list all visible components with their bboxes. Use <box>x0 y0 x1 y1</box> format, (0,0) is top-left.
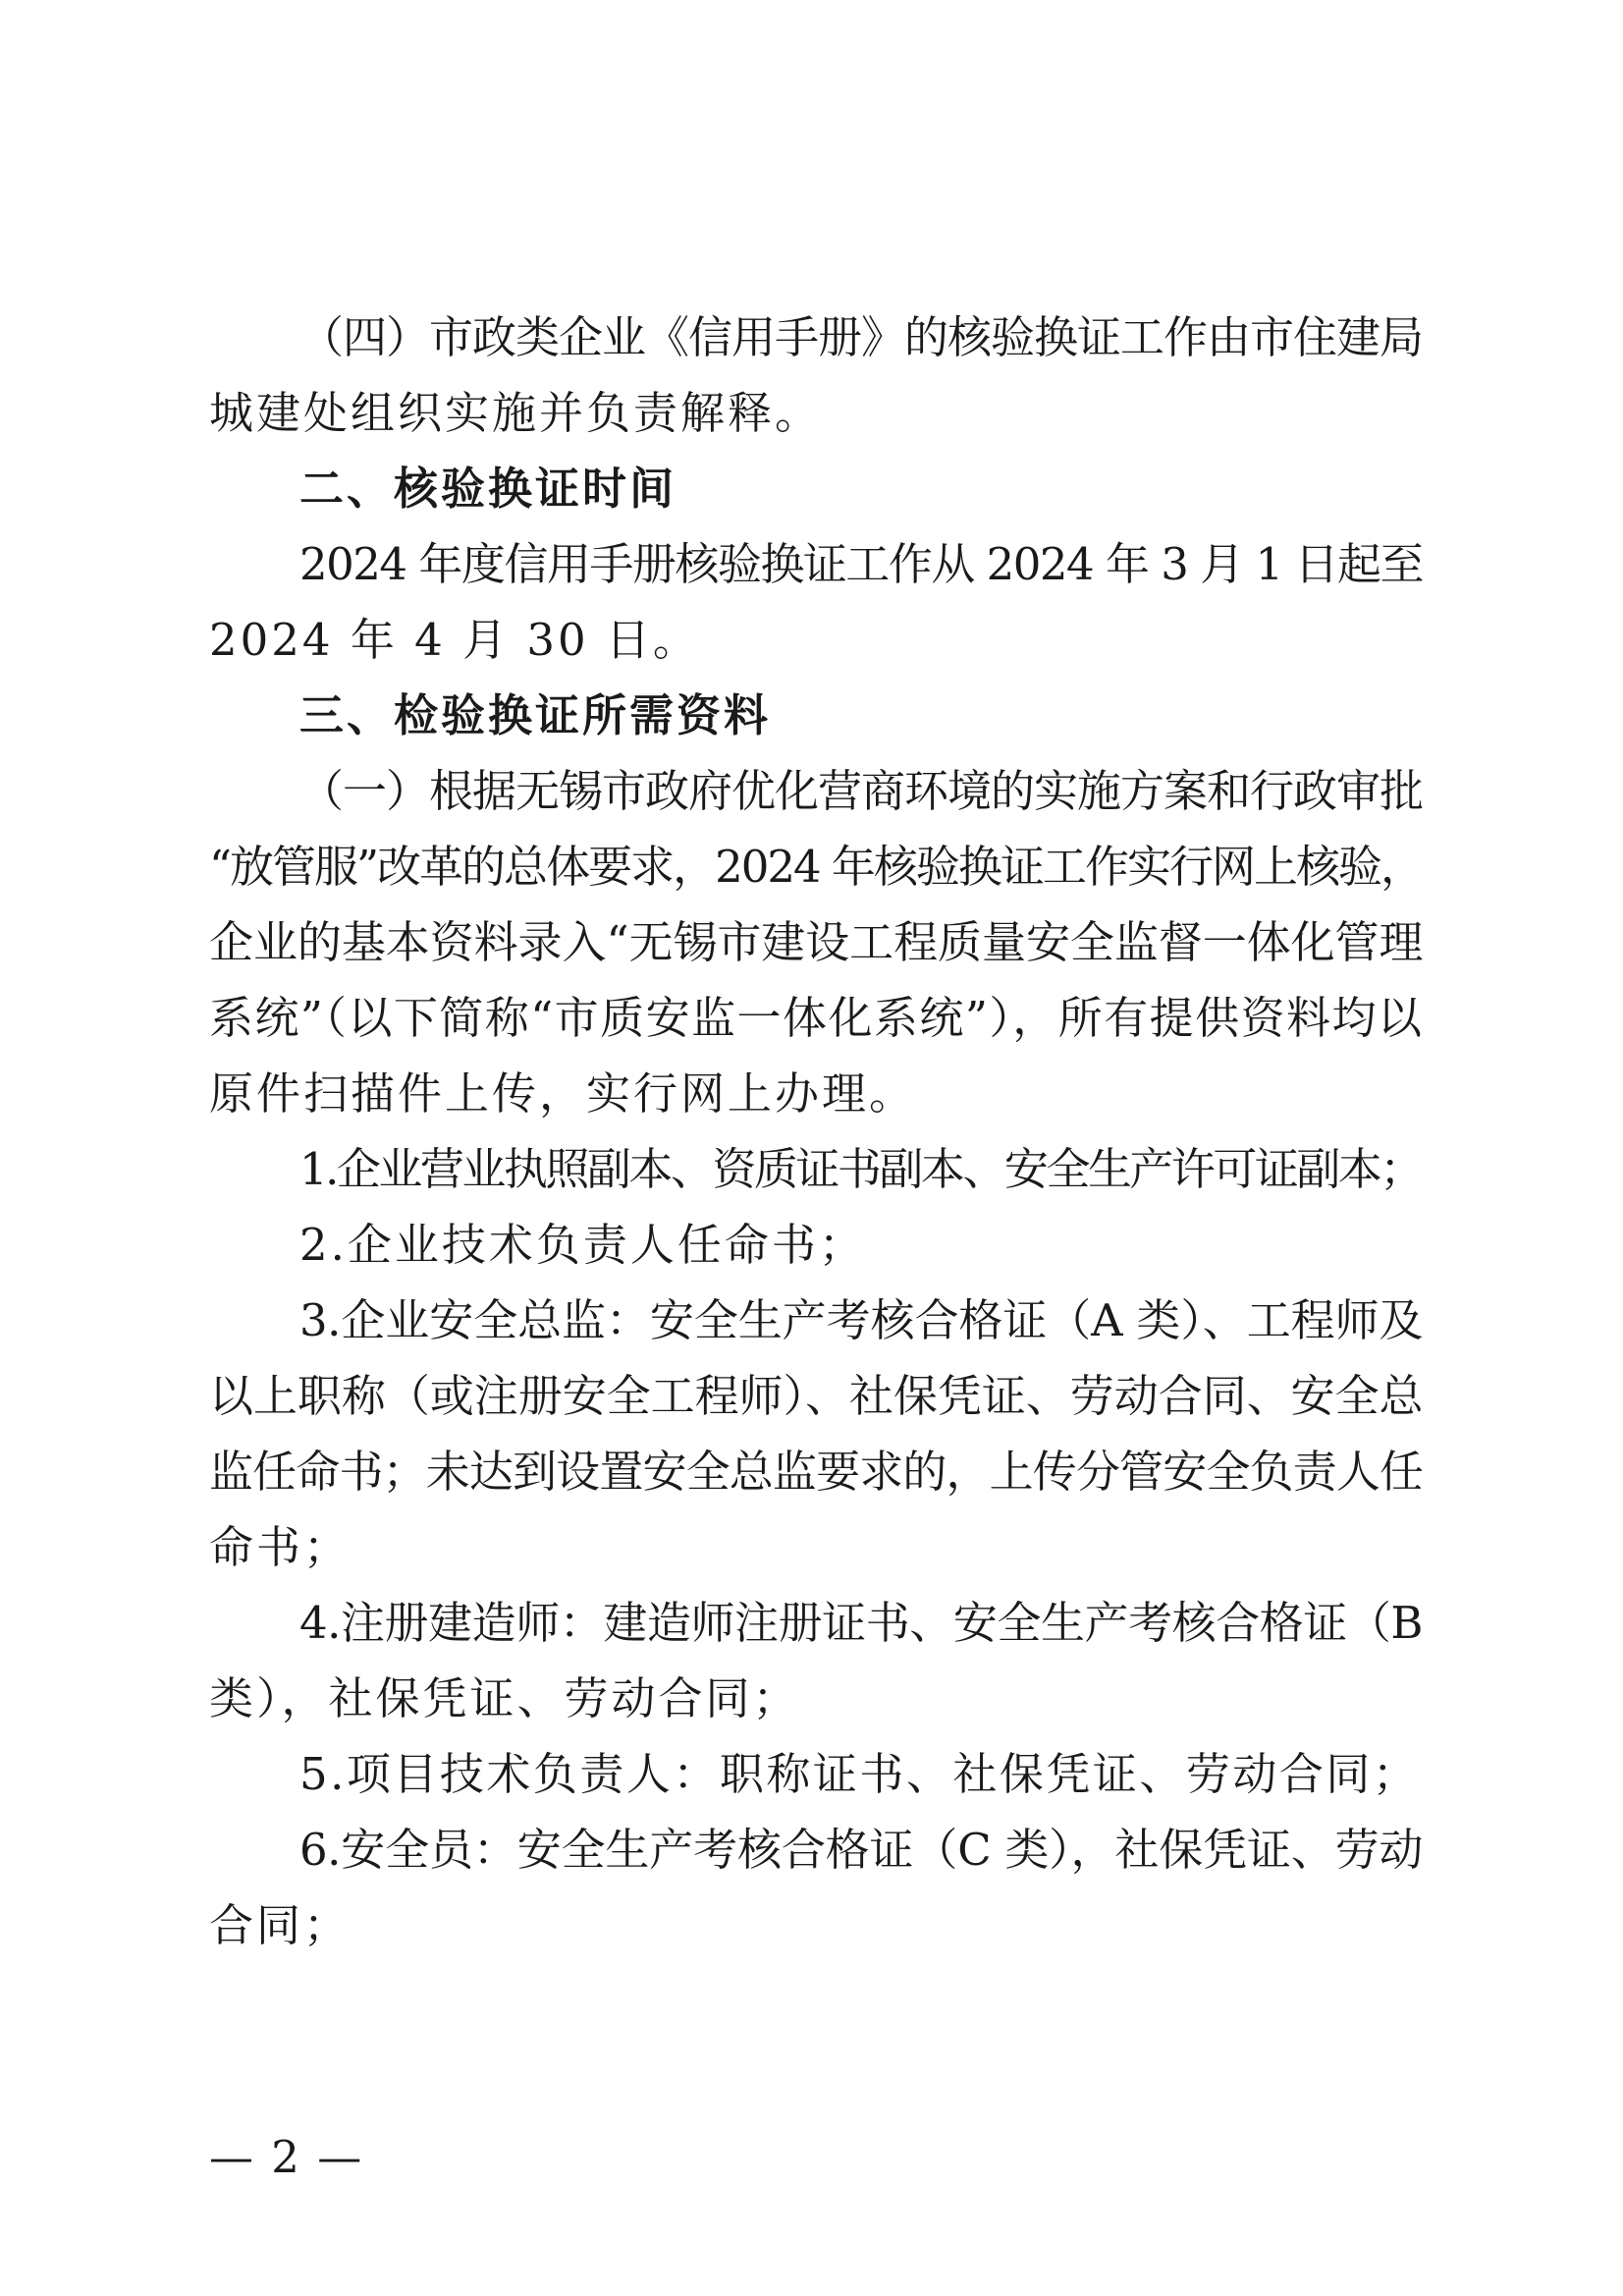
list-item-2: 2.企业技术负责人任命书； <box>299 1219 866 1271</box>
page-number: — 2 — <box>209 2131 364 2183</box>
materials-paragraph-line-1: （一）根据无锡市政府优化营商环境的实施方案和行政审批 <box>299 765 1424 817</box>
materials-paragraph-line-3: 企业的基本资料录入“无锡市建设工程质量安全监督一体化管理 <box>209 916 1423 968</box>
section-heading-2: 二、核验换证时间 <box>299 463 677 515</box>
materials-paragraph-line-5: 原件扫描件上传，实行网上办理。 <box>209 1067 917 1120</box>
section-heading-3: 三、检验换证所需资料 <box>299 689 772 741</box>
paragraph-4-line-2: 城建处组织实施并负责解释。 <box>209 387 823 439</box>
list-item-3-line-3: 监任命书；未达到设置安全总监要求的，上传分管安全负责人任 <box>209 1446 1423 1498</box>
list-item-6-line-2: 合同； <box>209 1899 352 1951</box>
list-item-3-line-1: 3.企业安全总监：安全生产考核合格证（A 类）、工程师及 <box>299 1294 1423 1346</box>
list-item-4-line-2: 类），社保凭证、劳动合同； <box>209 1672 800 1724</box>
list-item-4-line-1: 4.注册建造师：建造师注册证书、安全生产考核合格证（B <box>299 1597 1423 1649</box>
list-item-3-line-4: 命书； <box>209 1521 352 1573</box>
time-paragraph-line-2: 2024 年 4 月 30 日。 <box>209 614 700 666</box>
materials-paragraph-line-2: “放管服”改革的总体要求，2024 年核验换证工作实行网上核验， <box>209 841 1423 893</box>
time-paragraph-line-1: 2024 年度信用手册核验换证工作从 2024 年 3 月 1 日起至 <box>299 538 1423 590</box>
paragraph-4-line-1: （四）市政类企业《信用手册》的核验换证工作由市住建局 <box>299 311 1424 363</box>
document-body <box>209 300 1423 1963</box>
materials-paragraph-line-4: 系统”（以下简称“市质安监一体化系统”），所有提供资料均以 <box>209 992 1423 1044</box>
list-item-1: 1.企业营业执照副本、资质证书副本、安全生产许可证副本； <box>299 1143 1422 1195</box>
list-item-6-line-1: 6.安全员：安全生产考核合格证（C 类），社保凭证、劳动 <box>299 1824 1423 1876</box>
list-item-3-line-2: 以上职称（或注册安全工程师）、社保凭证、劳动合同、安全总 <box>209 1370 1423 1422</box>
list-item-5: 5.项目技术负责人：职称证书、社保凭证、劳动合同； <box>299 1748 1420 1800</box>
